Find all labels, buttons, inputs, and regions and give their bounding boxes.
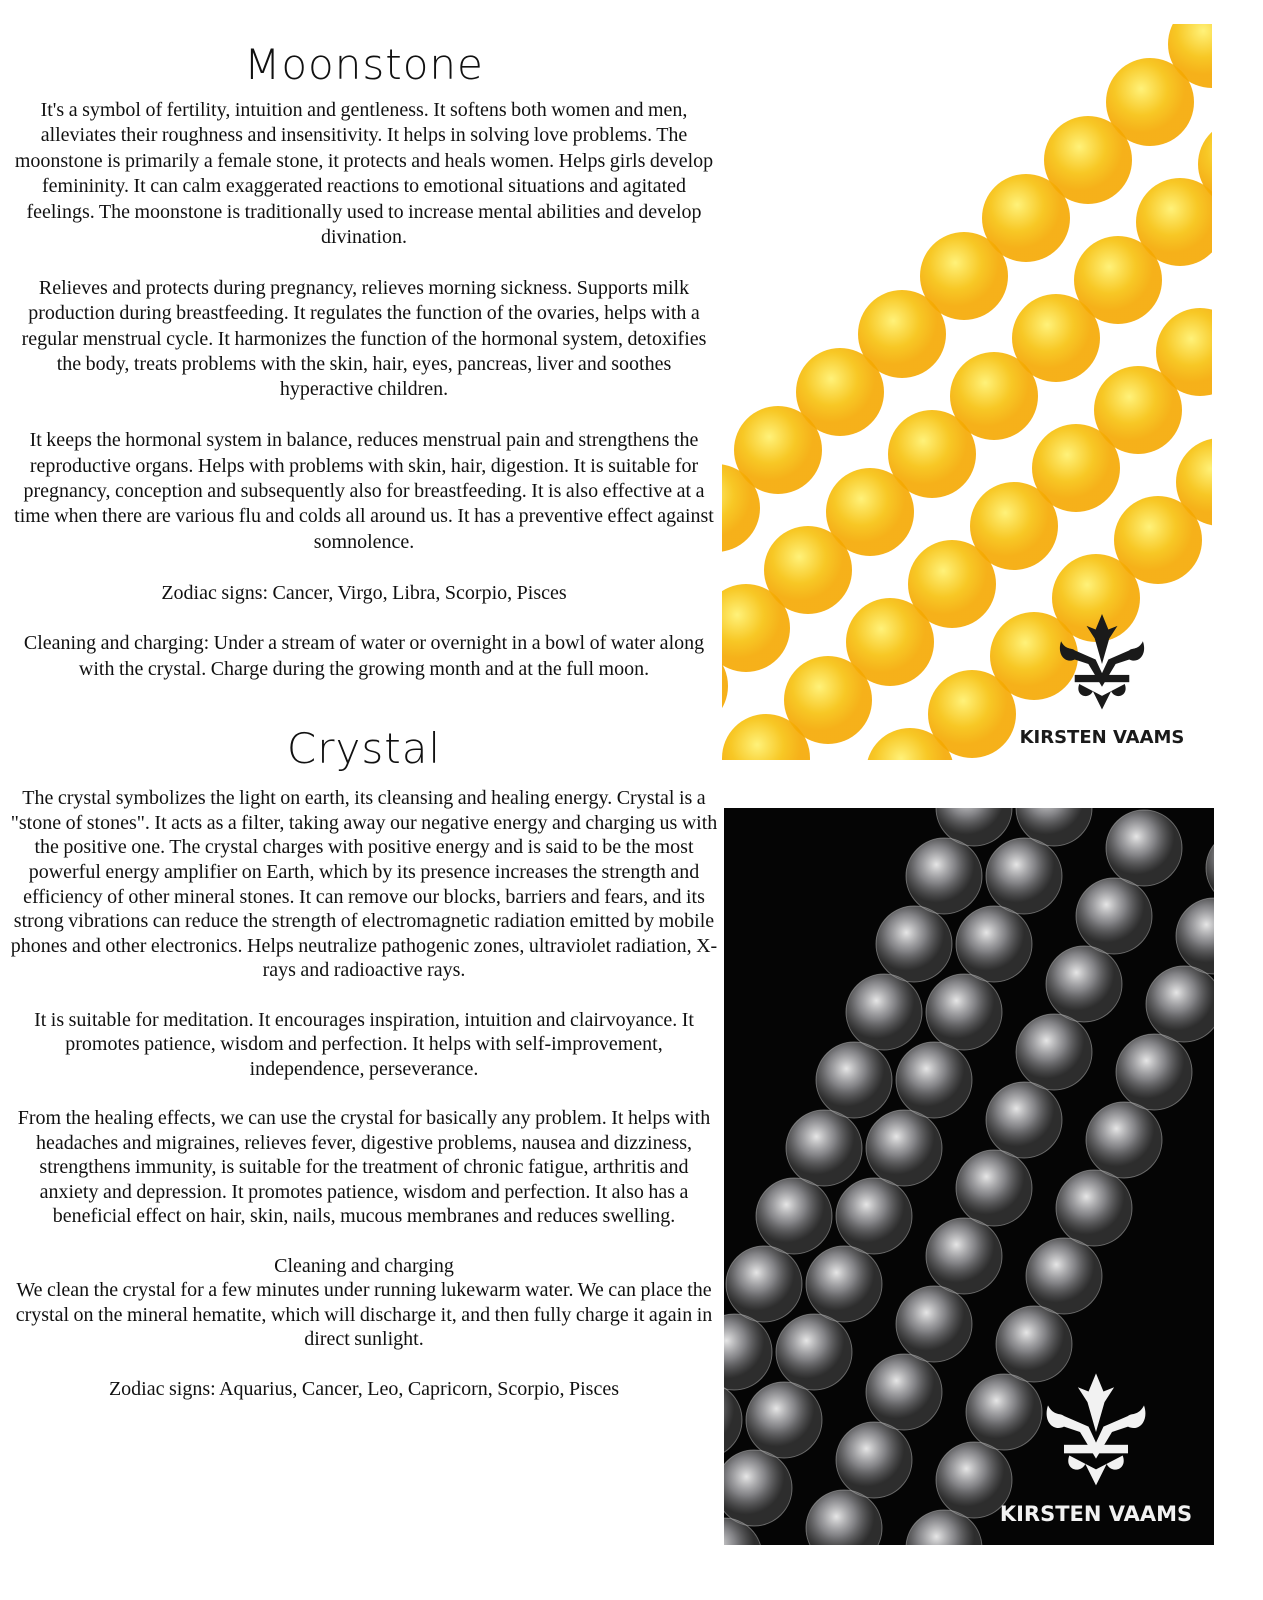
bead <box>1106 810 1182 886</box>
bead <box>1026 1238 1102 1314</box>
logo-brand-text: KIRSTEN VAAMS <box>999 1502 1193 1526</box>
bead <box>806 1246 882 1322</box>
bead <box>846 974 922 1050</box>
bead <box>926 1218 1002 1294</box>
crystal-paragraph: From the healing effects, we can use the crystal for basically any problem. It helps with headaches and migraines, relieves fever, digestive problems, nausea and dizziness, strengthens immunity, is suitable for the treatment of chronic fatigue, arthritis and anxiety and depression. It promotes patience, wisdom and perfection. It also has a beneficial effect on hair, skin, nails, mucous membranes and reduces swelling. <box>17 1107 711 1228</box>
crystal-title: Crystal <box>286 724 442 774</box>
bead <box>1146 966 1214 1042</box>
bead <box>1076 878 1152 954</box>
bead <box>1116 1034 1192 1110</box>
fleur-de-lis-icon <box>1052 608 1152 720</box>
bead <box>876 906 952 982</box>
bead <box>776 1314 852 1390</box>
kirsten-vaams-logo <box>992 608 1212 750</box>
bead <box>926 974 1002 1050</box>
bead <box>1016 1014 1092 1090</box>
bead <box>724 1450 792 1526</box>
bead <box>836 1422 912 1498</box>
bead <box>986 838 1062 914</box>
bead <box>1206 830 1214 906</box>
bead <box>896 1286 972 1362</box>
bead <box>816 1042 892 1118</box>
bead <box>786 1110 862 1186</box>
bead <box>986 1082 1062 1158</box>
bead <box>956 1150 1032 1226</box>
moonstone-paragraph: It's a symbol of fertility, intuition and gentleness. It softens both women and men, alleviates their roughness and insensitivity. It helps in solving love problems. The moonstone is primarily a female stone, it protects and heals women. Helps girls develop femininity. It can calm exaggerated reactions to emotional situations and agitated feelings. The moonstone is traditionally used to increase mental abilities and develop divination. <box>14 99 714 249</box>
crystal-cleaning-text: We clean the crystal for a few minutes under running lukewarm water. We can place the crystal on the mineral hematite, which will discharge it, and then fully charge it again in direct sunlight. <box>15 1279 713 1351</box>
crystal-zodiac: Zodiac signs: Aquarius, Cancer, Leo, Capricorn, Scorpio, Pisces <box>108 1377 620 1400</box>
crystal-paragraph: The crystal symbolizes the light on earth, its cleansing and healing energy. Crystal is a "stone of stones". It acts as a filter, taking away our negative energy and charging us with the positive one. The crystal charges with positive energy and is said to be the most powerful energy amplifier on Earth, which by its presence increases the strength and efficiency of other mineral stones. It can remove our blocks, barriers and fears, and its strong vibrations can reduce the strength of electromagnetic radiation emitted by mobile phones and other electronics. Helps neutralize pathogenic zones, ultraviolet radiation, X-rays and radioactive rays. <box>10 787 718 982</box>
bead <box>1086 1102 1162 1178</box>
bead <box>724 1382 742 1458</box>
bead <box>866 1110 942 1186</box>
moonstone-section <box>8 40 720 682</box>
bead <box>1046 946 1122 1022</box>
moonstone-paragraph: Relieves and protects during pregnancy, relieves morning sickness. Supports milk production during breastfeeding. It regulates the function of the ovaries, helps with a regular menstrual cycle. It harmonizes the function of the hormonal system, detoxifies the body, treats problems with the skin, hair, eyes, pancreas, liver and soothes hyperactive children. <box>21 276 707 401</box>
logo-brand-text: KIRSTEN VAAMS <box>1019 727 1185 748</box>
bead <box>1056 1170 1132 1246</box>
bead <box>836 1178 912 1254</box>
moonstone-beads-image <box>722 24 1212 760</box>
crystal-paragraph: It is suitable for meditation. It encourages inspiration, intuition and clairvoyance. It promotes patience, wisdom and perfection. It helps with self-improvement, independence, perseverance. <box>34 1008 694 1080</box>
moonstone-title: Moonstone <box>244 40 484 89</box>
crystal-beads-image <box>724 808 1214 1545</box>
moonstone-zodiac: Zodiac signs: Cancer, Virgo, Libra, Scorpio, Pisces <box>161 581 567 604</box>
moonstone-cleaning: Cleaning and charging: Under a stream of water or overnight in a bowl of water along with the crystal. Charge during the growing month and at the full moon. <box>23 632 705 680</box>
crystal-cleaning-heading: Cleaning and charging <box>274 1254 454 1277</box>
bead <box>896 1042 972 1118</box>
crystal-section <box>8 724 720 1401</box>
bead <box>956 906 1032 982</box>
bead <box>746 1382 822 1458</box>
bead <box>866 1354 942 1430</box>
kirsten-vaams-logo <box>986 1368 1206 1526</box>
bead <box>1176 898 1214 974</box>
fleur-de-lis-icon <box>1036 1368 1156 1496</box>
bead <box>906 838 982 914</box>
moonstone-paragraph: It keeps the hormonal system in balance, reduces menstrual pain and strengthens the reproductive organs. Helps with problems with skin, hair, digestion. It is suitable for pregnancy, conception and subsequently also for breastfeeding. It is also effective at a time when there are various flu and colds all around us. It has a preventive effect against somnolence. <box>14 429 714 553</box>
text-column <box>8 0 720 1401</box>
bead <box>756 1178 832 1254</box>
bead <box>726 1246 802 1322</box>
bead <box>724 1314 772 1390</box>
